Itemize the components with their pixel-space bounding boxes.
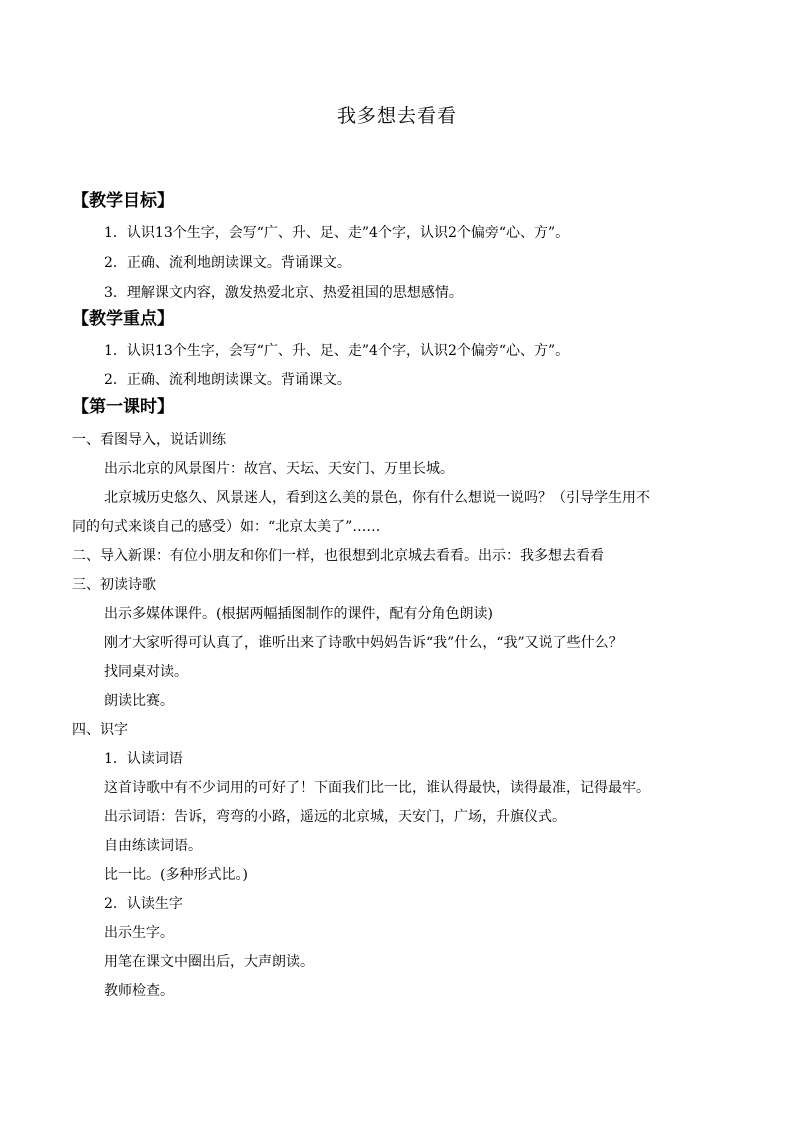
section-1-line: 北京城历史悠久、风景迷人，看到这么美的景色，你有什么想说一说吗？（引导学生用不	[104, 490, 650, 506]
section-3-line: 刚才大家听得可认真了，谁听出来了诗歌中妈妈告诉“我”什么，“我”又说了些什么？	[104, 635, 623, 651]
goal-item-1: 1．认识13个生字，会写“广、升、足、走”4个字，认识2个偏旁“心、方”。	[104, 225, 570, 241]
section-4-title: 四、识字	[72, 722, 128, 738]
section-4-line: 出示词语：告诉，弯弯的小路，遥远的北京城，天安门，广场，升旗仪式。	[104, 809, 566, 825]
section-4-line: 自由练读词语。	[104, 838, 202, 854]
section-4-line: 用笔在课文中圈出后，大声朗读。	[104, 954, 314, 970]
section-3-line: 找同桌对读。	[104, 664, 188, 680]
goal-item-2: 2．正确、流利地朗读课文。背诵课文。	[104, 255, 351, 271]
section-1-line: 出示北京的风景图片：故宫、天坛、天安门、万里长城。	[104, 461, 454, 477]
section-3-line: 朗读比赛。	[104, 693, 174, 709]
section-4-line: 这首诗歌中有不少词用的可好了！下面我们比一比，谁认得最快，读得最准，记得最牢。	[104, 780, 650, 796]
goal-item-3: 3．理解课文内容，激发热爱北京、热爱祖国的思想感情。	[104, 285, 463, 301]
section-3-title: 三、初读诗歌	[72, 577, 156, 593]
section-4-line: 比一比。(多种形式比。)	[104, 867, 248, 883]
section-4-line: 教师检查。	[104, 983, 174, 999]
heading-first-lesson: 【第一课时】	[72, 397, 174, 417]
section-4-line: 2．认读生字	[104, 896, 183, 912]
section-4-line: 1．认读词语	[104, 751, 183, 767]
keypoint-item-2: 2．正确、流利地朗读课文。背诵课文。	[104, 372, 351, 388]
section-3-line: 出示多媒体课件。(根据两幅插图制作的课件，配有分角色朗读)	[104, 606, 493, 622]
section-2-title: 二、导入新课：有位小朋友和你们一样，也很想到北京城去看看。出示：我多想去看看	[72, 548, 604, 564]
section-1-line: 同的句式来谈自己的感受）如：“北京太美了”……	[72, 519, 381, 535]
heading-teaching-goals: 【教学目标】	[72, 191, 174, 211]
section-4-line: 出示生字。	[104, 925, 174, 941]
heading-teaching-keypoints: 【教学重点】	[72, 309, 174, 329]
document-title: 我多想去看看	[336, 105, 457, 127]
section-1-title: 一、看图导入，说话训练	[72, 432, 226, 448]
keypoint-item-1: 1．认识13个生字，会写“广、升、足、走”4个字，认识2个偏旁“心、方”。	[104, 343, 570, 359]
